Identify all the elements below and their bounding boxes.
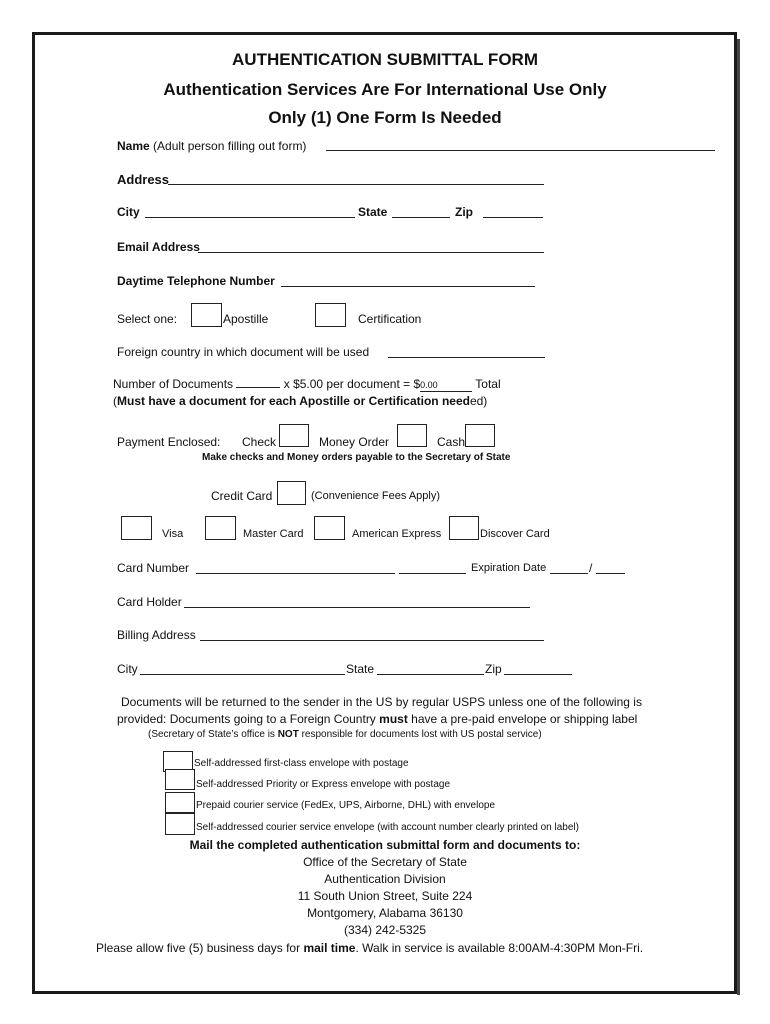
return-info-line-2-a: provided: Documents going to a Foreign Country [117,712,380,726]
credit-card-checkbox[interactable] [277,481,306,505]
mail-division: Authentication Division [324,872,446,886]
envelope-option-3-label: Prepaid courier service (FedEx, UPS, Airborne, DHL) with envelope [196,800,496,811]
expiration-month-input[interactable] [550,561,588,574]
return-info-line-3-a: (Secretary of State’s office is [148,729,278,740]
documents-label: Number of Documents [113,377,234,391]
billing-state-input[interactable] [377,662,484,675]
mail-footer-a: Please allow five (5) business days for [96,941,304,955]
envelope-option-3-checkbox[interactable] [165,792,195,813]
card-number-input[interactable] [196,561,395,574]
name-label: Name [117,139,150,153]
return-info-line-2-bold: must [379,712,408,726]
billing-city-input[interactable] [140,662,345,675]
envelope-option-2-checkbox[interactable] [165,769,195,790]
documents-count-input[interactable] [236,387,280,388]
billing-city-label: City [117,662,138,676]
card-number-label: Card Number [117,561,190,575]
mail-footer-b: . Walk in service is available 8:00AM-4:30PM Mon-Fri. [355,941,644,955]
foreign-country-label: Foreign country in which document will be used [117,345,370,359]
foreign-country-input[interactable] [388,345,545,358]
check-label: Check [242,435,277,449]
documents-total-field[interactable] [420,377,472,392]
mail-street: 11 South Union Street, Suite 224 [297,889,473,903]
name-input[interactable] [326,138,715,151]
documents-total-value: 0.00 [420,380,438,390]
mail-office: Office of the Secretary of State [303,855,467,869]
expiration-separator: / [589,561,593,575]
mail-heading: Mail the completed authentication submittal form and documents to: [189,838,581,852]
select-label: Select one: [117,312,178,326]
return-info-line-2-b: have a pre-paid envelope or shipping label [407,712,638,726]
discover-checkbox[interactable] [449,516,479,540]
apostille-checkbox[interactable] [191,303,222,327]
mail-footer-bold: mail time [303,941,356,955]
mail-footer [96,941,643,955]
city-input[interactable] [145,205,355,218]
money-order-label: Money Order [319,435,390,449]
zip-input[interactable] [483,205,543,218]
address-label: Address [117,172,170,187]
documents-total-label: Total [475,377,501,391]
phone-input[interactable] [281,274,535,287]
form-title: AUTHENTICATION SUBMITTAL FORM [232,50,538,69]
phone-label: Daytime Telephone Number [117,274,275,288]
city-label: City [117,205,140,219]
credit-card-label: Credit Card [211,489,273,503]
billing-zip-label: Zip [485,662,502,676]
card-number-input-extra[interactable] [399,561,466,574]
payment-label: Payment Enclosed: [117,435,221,449]
name-row [117,139,306,153]
billing-zip-input[interactable] [504,662,572,675]
return-info-line-3-bold: NOT [277,729,299,740]
mail-phone: (334) 242-5325 [343,923,427,937]
state-input[interactable] [392,205,450,218]
mastercard-checkbox[interactable] [205,516,236,540]
envelope-option-2-label: Self-addressed Priority or Express envelope with postage [196,779,451,790]
envelope-option-4-label: Self-addressed courier service envelope (with account number clearly printed on label) [196,822,579,833]
visa-label: Visa [162,528,184,540]
amex-label: American Express [352,528,442,540]
cash-checkbox[interactable] [465,424,495,447]
check-checkbox[interactable] [279,424,309,447]
discover-label: Discover Card [480,528,550,540]
documents-note-end: ed) [469,394,488,408]
card-holder-input[interactable] [184,595,530,608]
address-input[interactable] [168,172,544,185]
fees-note: (Convenience Fees Apply) [311,490,441,502]
billing-address-label: Billing Address [117,628,196,642]
return-info-line-3 [148,729,542,740]
documents-rate: x $5.00 per document = $ [283,377,421,391]
mail-city: Montgomery, Alabama 36130 [307,906,463,920]
money-order-checkbox[interactable] [397,424,427,447]
form-subtitle-2: Only (1) One Form Is Needed [268,108,502,127]
return-info-line-2 [117,712,637,726]
mastercard-label: Master Card [243,528,304,540]
form-subtitle: Authentication Services Are For International Use Only [163,80,607,99]
billing-address-input[interactable] [200,628,544,641]
expiration-year-input[interactable] [596,561,625,574]
billing-state-label: State [346,662,375,676]
return-info-line-3-b: responsible for documents lost with US postal service) [298,729,542,740]
amex-checkbox[interactable] [314,516,345,540]
documents-row [113,377,501,392]
return-info-line-1: Documents will be returned to the sender in the US by regular USPS unless one of the following is [121,695,642,709]
state-label: State [358,205,388,219]
card-holder-label: Card Holder [117,595,182,609]
name-hint: (Adult person filling out form) [153,139,307,153]
documents-note [113,394,487,408]
zip-label: Zip [455,205,473,219]
email-input[interactable] [198,240,544,253]
certification-checkbox[interactable] [315,303,346,327]
apostille-label: Apostille [223,312,269,326]
envelope-option-1-label: Self-addressed first-class envelope with postage [194,758,409,769]
payable-note: Make checks and Money orders payable to the Secretary of State [202,452,511,463]
documents-note-bold: Must have a document for each Apostille or Certification need [117,394,470,408]
expiration-label: Expiration Date [471,562,547,574]
email-label: Email Address [117,240,200,254]
documents-note-open: ( [113,394,117,408]
visa-checkbox[interactable] [121,516,152,540]
envelope-option-4-checkbox[interactable] [165,813,195,835]
certification-label: Certification [358,312,422,326]
cash-label: Cash [437,435,466,449]
